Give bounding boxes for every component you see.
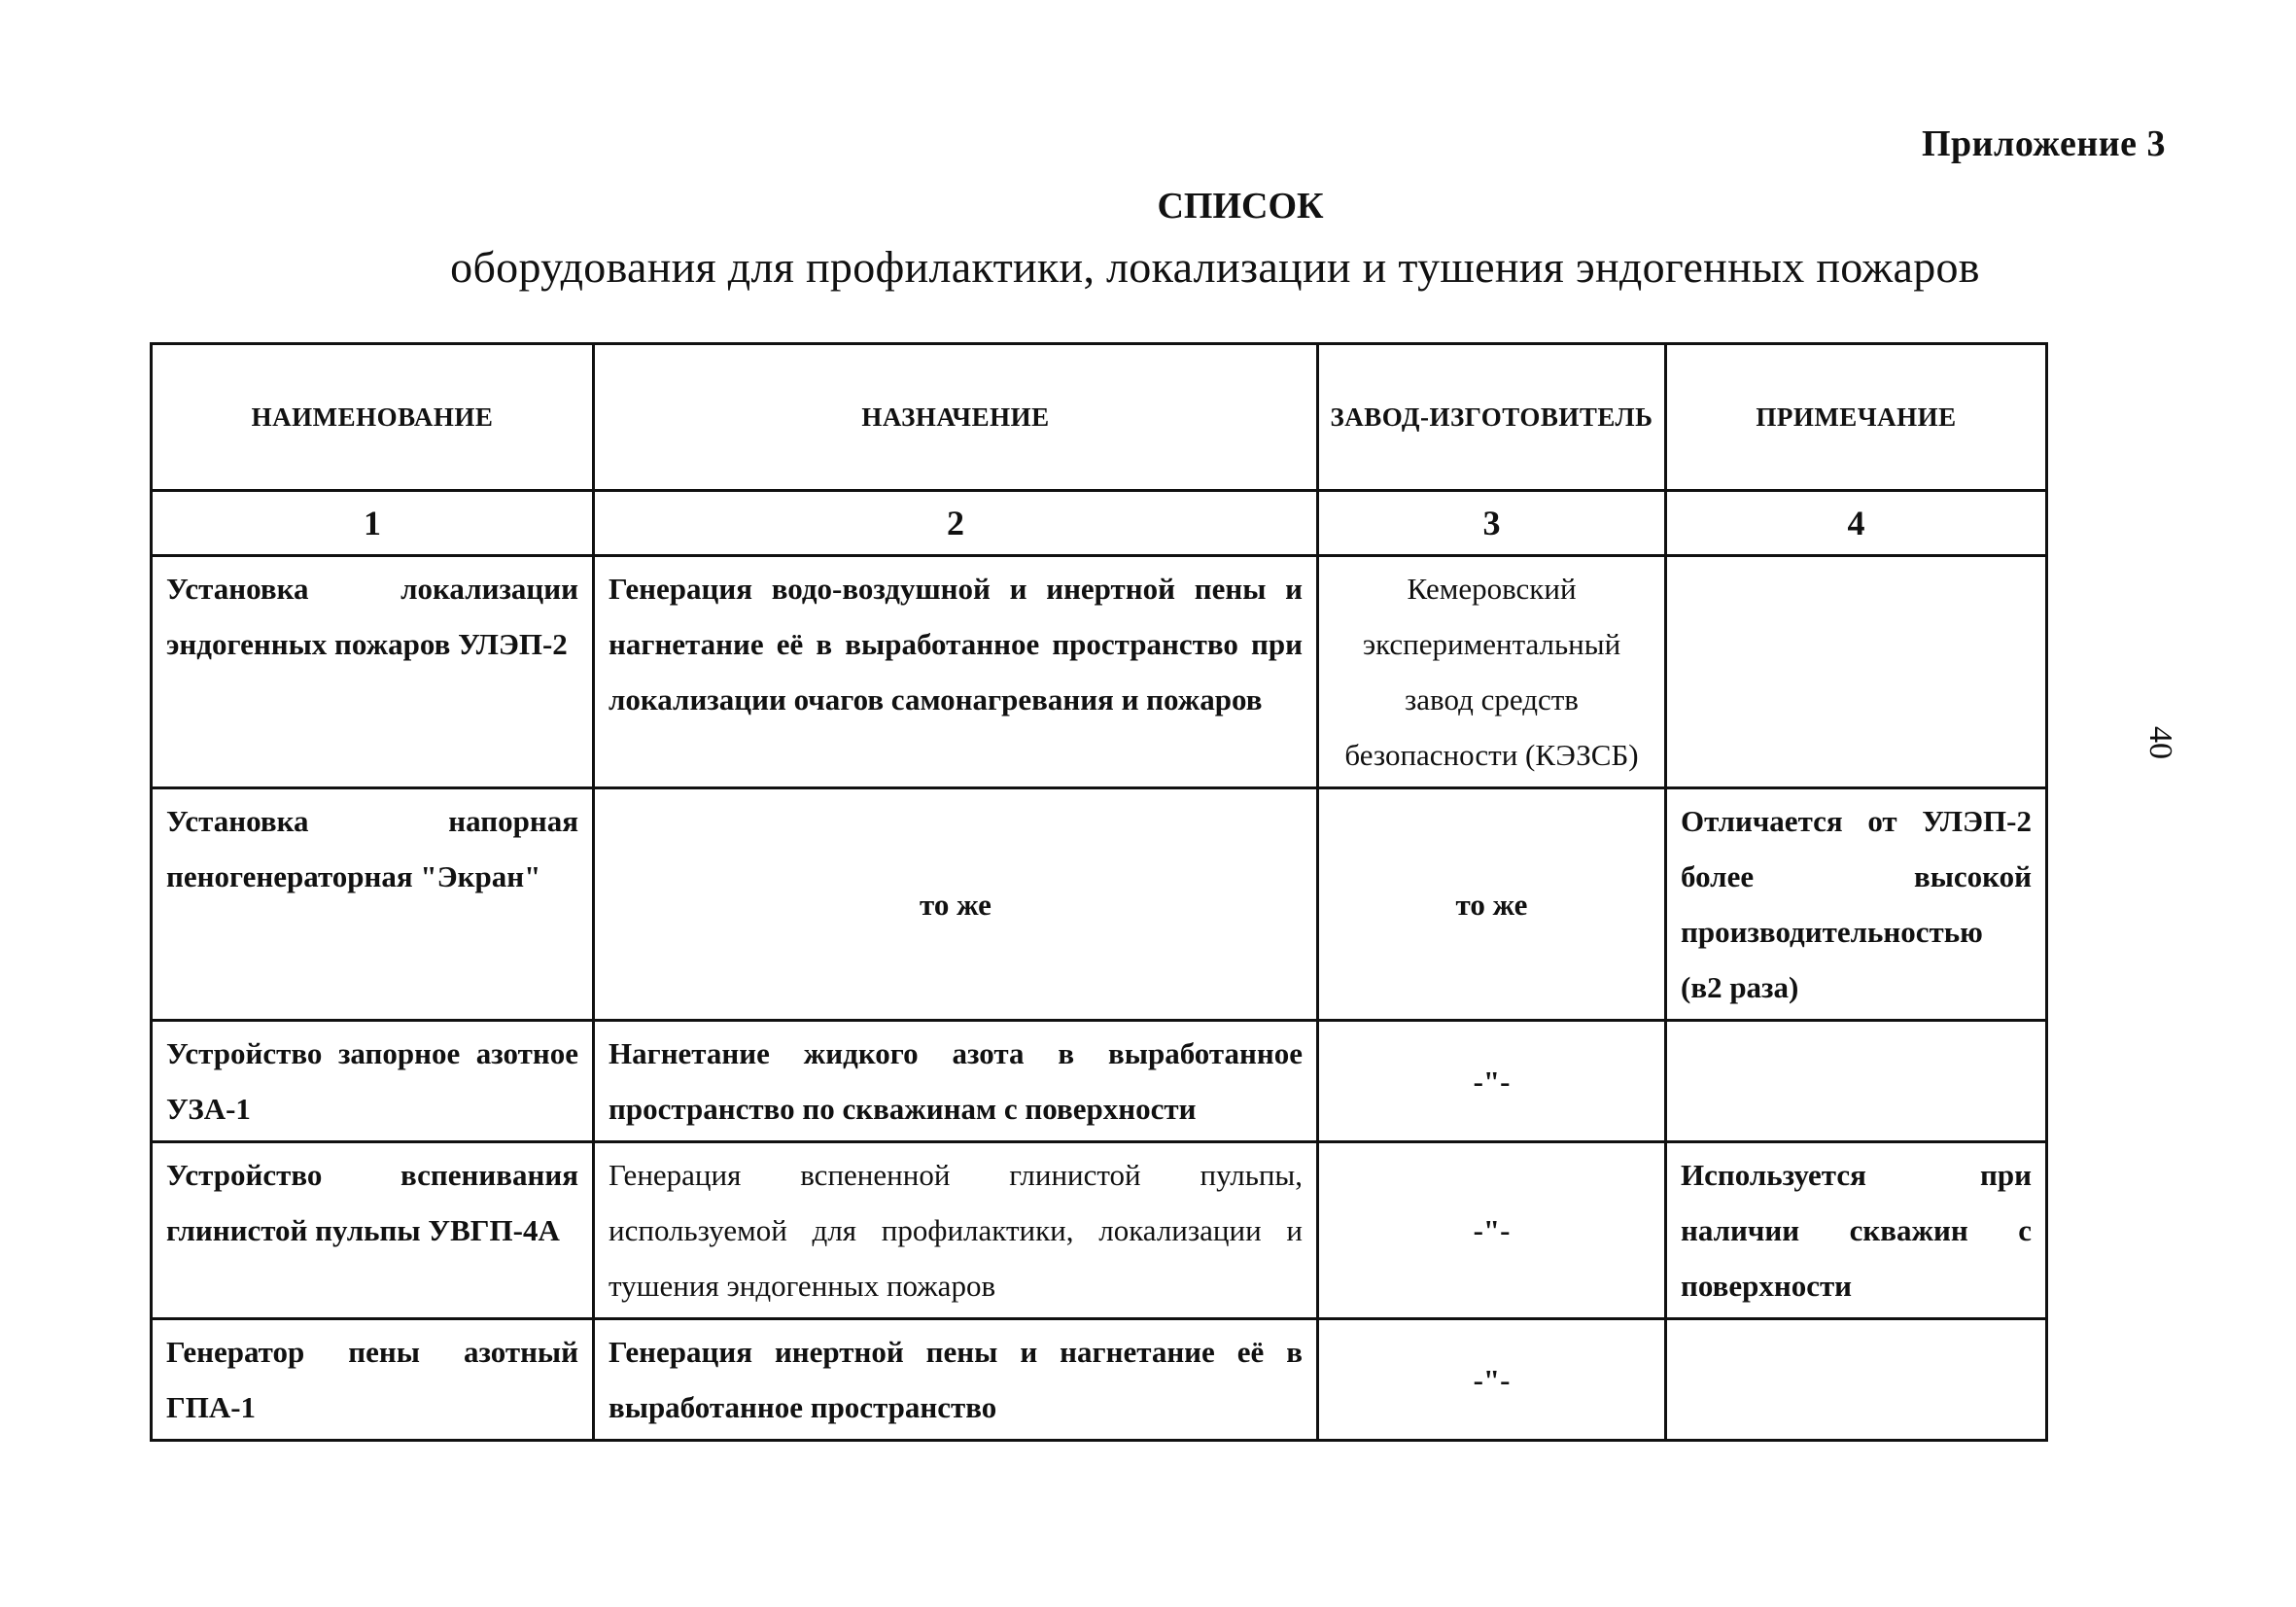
page-number: 40 <box>2142 726 2178 759</box>
equipment-name: Устройство запорное азотное УЗА-1 <box>152 1021 594 1142</box>
document-title: СПИСОК <box>1157 186 1324 227</box>
equipment-manufacturer: -"- <box>1318 1319 1666 1441</box>
equipment-name: Установка локализации эндогенных пожаров УЛЭП-2 <box>152 556 594 788</box>
column-number: 3 <box>1318 491 1666 556</box>
equipment-purpose: то же <box>594 788 1318 1021</box>
header-purpose: НАЗНАЧЕНИЕ <box>594 344 1318 491</box>
table-row <box>152 1319 2047 1441</box>
equipment-name: Установка напорная пеногенераторная "Экран" <box>152 788 594 1021</box>
column-number: 2 <box>594 491 1318 556</box>
equipment-purpose: Нагнетание жидкого азота в выработанное пространство по скважинам с поверхности <box>594 1021 1318 1142</box>
table-header-row <box>152 344 2047 491</box>
header-manufacturer: ЗАВОД-ИЗГОТОВИТЕЛЬ <box>1318 344 1666 491</box>
equipment-purpose: Генерация водо-воздушной и инертной пены и нагнетание её в выработанное пространство при локализации очагов самонагревания и пожаров <box>594 556 1318 788</box>
table-row <box>152 1021 2047 1142</box>
equipment-table <box>150 342 2048 1442</box>
column-number: 1 <box>152 491 594 556</box>
equipment-purpose: Генерация вспененной глинистой пульпы, используемой для профилактики, локализации и тушения эндогенных пожаров <box>594 1142 1318 1319</box>
equipment-manufacturer: -"- <box>1318 1021 1666 1142</box>
equipment-name: Устройство вспенивания глинистой пульпы УВГП-4А <box>152 1142 594 1319</box>
equipment-manufacturer: то же <box>1318 788 1666 1021</box>
column-number-row <box>152 491 2047 556</box>
equipment-manufacturer: Кемеровский экспериментальный завод средств безопасности (КЭЗСБ) <box>1318 556 1666 788</box>
equipment-purpose: Генерация инертной пены и нагнетание её в выработанное пространство <box>594 1319 1318 1441</box>
equipment-note <box>1666 1021 2047 1142</box>
table-row <box>152 1142 2047 1319</box>
equipment-name: Генератор пены азотный ГПА-1 <box>152 1319 594 1441</box>
equipment-note <box>1666 556 2047 788</box>
equipment-manufacturer: -"- <box>1318 1142 1666 1319</box>
equipment-note: Используется при наличии скважин с поверхности <box>1666 1142 2047 1319</box>
equipment-note: Отличается от УЛЭП-2 более высокой производительностью (в2 раза) <box>1666 788 2047 1021</box>
column-number: 4 <box>1666 491 2047 556</box>
table-row <box>152 556 2047 788</box>
header-name: НАИМЕНОВАНИЕ <box>152 344 594 491</box>
document-subtitle: оборудования для профилактики, локализации и тушения эндогенных пожаров <box>450 242 1980 292</box>
table-row <box>152 788 2047 1021</box>
header-note: ПРИМЕЧАНИЕ <box>1666 344 2047 491</box>
appendix-label: Приложение 3 <box>1921 123 2166 164</box>
equipment-note <box>1666 1319 2047 1441</box>
